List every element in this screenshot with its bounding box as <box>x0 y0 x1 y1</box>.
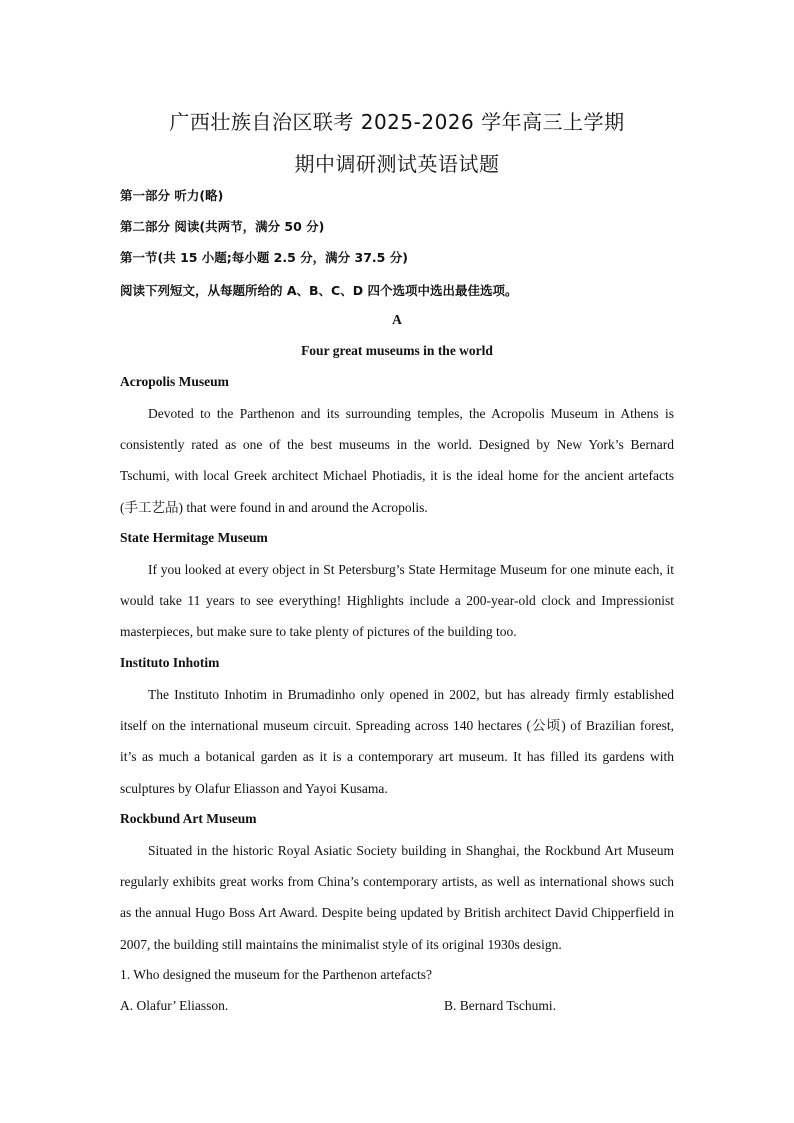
museum-paragraph: Situated in the historic Royal Asiatic Society building in Shanghai, the Rockbund Art Museum regularly exhibits great works from China’s contemporary artists, as well as international shows such as the annual Hugo Boss Art Award. Despite being updated by British architect David Chipperfield in 2007, the building still maintains the minimalist style of its original 1930s design. <box>120 843 674 952</box>
passage-letter: A <box>392 312 402 327</box>
exam-title-line-1: 广西壮族自治区联考 2025-2026 学年高三上学期 <box>169 110 625 134</box>
part-one-heading: 第一部分 听力(略) <box>120 188 224 203</box>
question-stem: 1. Who designed the museum for the Parthenon artefacts? <box>120 967 433 982</box>
reading-instruction: 阅读下列短文，从每题所给的 A、B、C、D 四个选项中选出最佳选项。 <box>120 283 518 298</box>
option-b: B. Bernard Tschumi. <box>444 998 557 1013</box>
museum-paragraph: The Instituto Inhotim in Brumadinho only opened in 2002, but has already firmly established itself on the international museum circuit. Spreading across 140 hectares (公顷) of Brazilian forest, it’s as much a botanical garden as it is a contemporary art museum. It has filled its gardens with sculptures by Olafur Eliasson and Yayoi Kusama. <box>120 687 674 796</box>
section-one-heading: 第一节(共 15 小题;每小题 2.5 分，满分 37.5 分) <box>120 250 408 265</box>
museum-heading: Acropolis Museum <box>120 374 229 389</box>
museum-heading: State Hermitage Museum <box>120 530 268 545</box>
part-two-heading: 第二部分 阅读(共两节，满分 50 分) <box>120 219 325 234</box>
passage-title: Four great museums in the world <box>301 343 493 358</box>
exam-title-line-2: 期中调研测试英语试题 <box>294 152 500 176</box>
option-a: A. Olafur’ Eliasson. <box>120 998 229 1013</box>
museum-heading: Instituto Inhotim <box>120 655 220 670</box>
museum-paragraph: Devoted to the Parthenon and its surrounding temples, the Acropolis Museum in Athens is consistently rated as one of the best museums in the world. Designed by New York’s Bernard Tschumi, with local Greek architect Michael Photiadis, it is the ideal home for the ancient artefacts (手工艺品) that were found in and around the Acropolis. <box>120 406 674 515</box>
museum-paragraph: If you looked at every object in St Petersburg’s State Hermitage Museum for one minute each, it would take 11 years to see everything! Highlights include a 200-year-old clock and Impressionist masterpieces, but make sure to take plenty of pictures of the building too. <box>120 562 674 640</box>
museum-heading: Rockbund Art Museum <box>120 811 257 826</box>
